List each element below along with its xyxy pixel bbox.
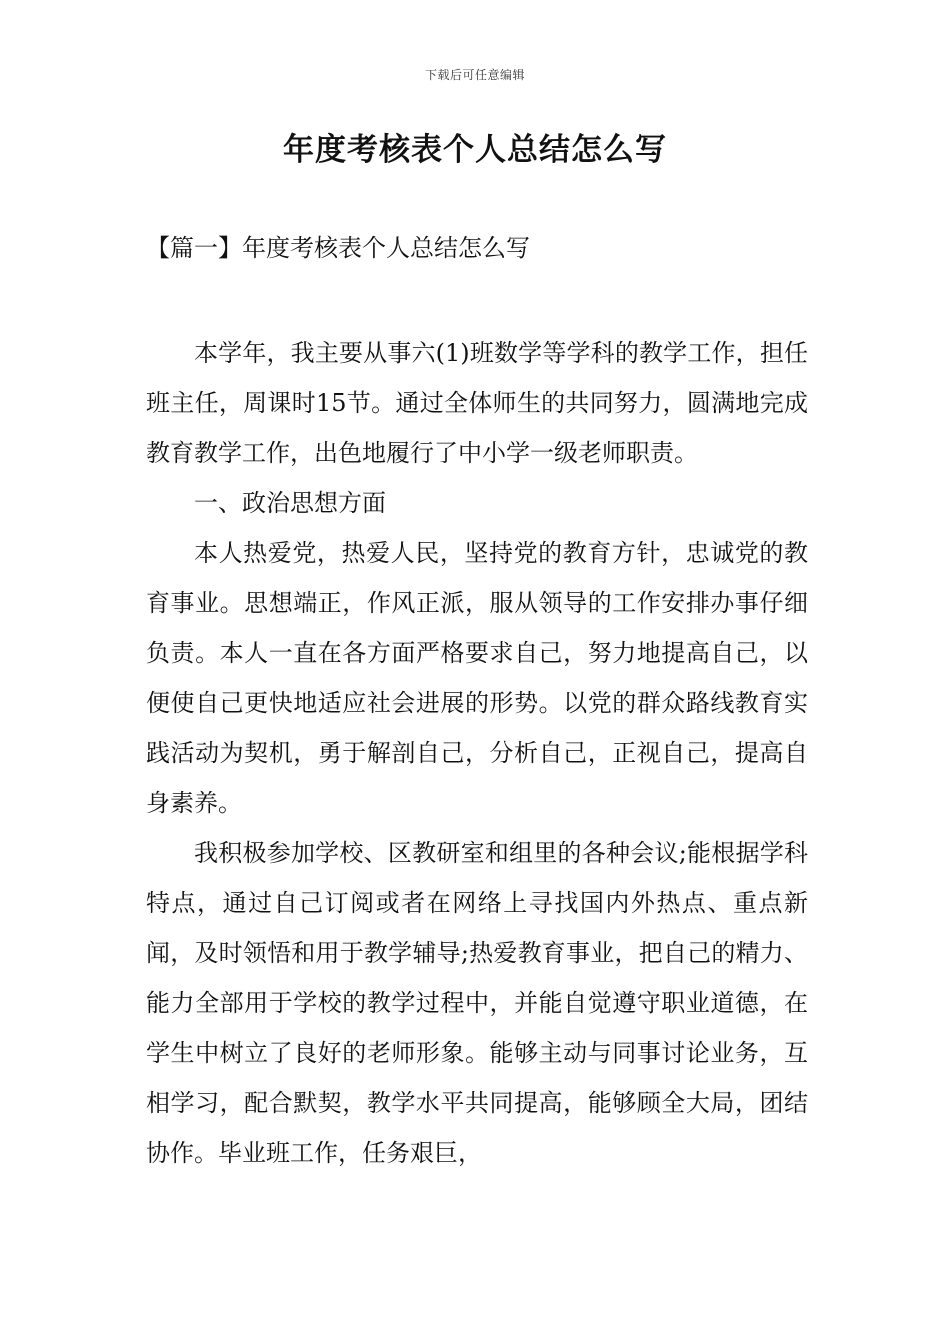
section-heading: 【篇一】年度考核表个人总结怎么写 bbox=[146, 234, 530, 262]
paragraph-intro: 本学年，我主要从事六(1)班数学等学科的教学工作，担任班主任，周课时15节。通过全体师生的共同努力，圆满地完成教育教学工作，出色地履行了中小学一级老师职责。 bbox=[146, 339, 808, 467]
paragraph-politics-1: 本人热爱党，热爱人民，坚持党的教育方针，忠诚党的教育事业。思想端正，作风正派，服从领导的工作安排办事仔细负责。本人一直在各方面严格要求自己，努力地提高自己，以便使自己更快地适应社会进展的形势。以党的群众路线教育实践活动为契机，勇于解剖自己，分析自己，正视自己，提高自身素养。 bbox=[146, 539, 808, 817]
paragraph-politics-2: 我积极参加学校、区教研室和组里的各种会议;能根据学科特点，通过自己订阅或者在网络上寻找国内外热点、重点新闻，及时领悟和用于教学辅导;热爱教育事业，把自己的精力、能力全部用于学校的教学过程中，并能自觉遵守职业道德，在学生中树立了良好的老师形象。能够主动与同事讨论业务，互相学习，配合默契，教学水平共同提高，能够顾全大局，团结协作。毕业班工作，任务艰巨， bbox=[146, 839, 808, 1167]
header-note: 下载后可任意编辑 bbox=[424, 68, 525, 82]
paragraph-subheading-politics: 一、政治思想方面 bbox=[194, 489, 386, 517]
document-title: 年度考核表个人总结怎么写 bbox=[283, 132, 667, 168]
document-body bbox=[146, 328, 808, 1178]
